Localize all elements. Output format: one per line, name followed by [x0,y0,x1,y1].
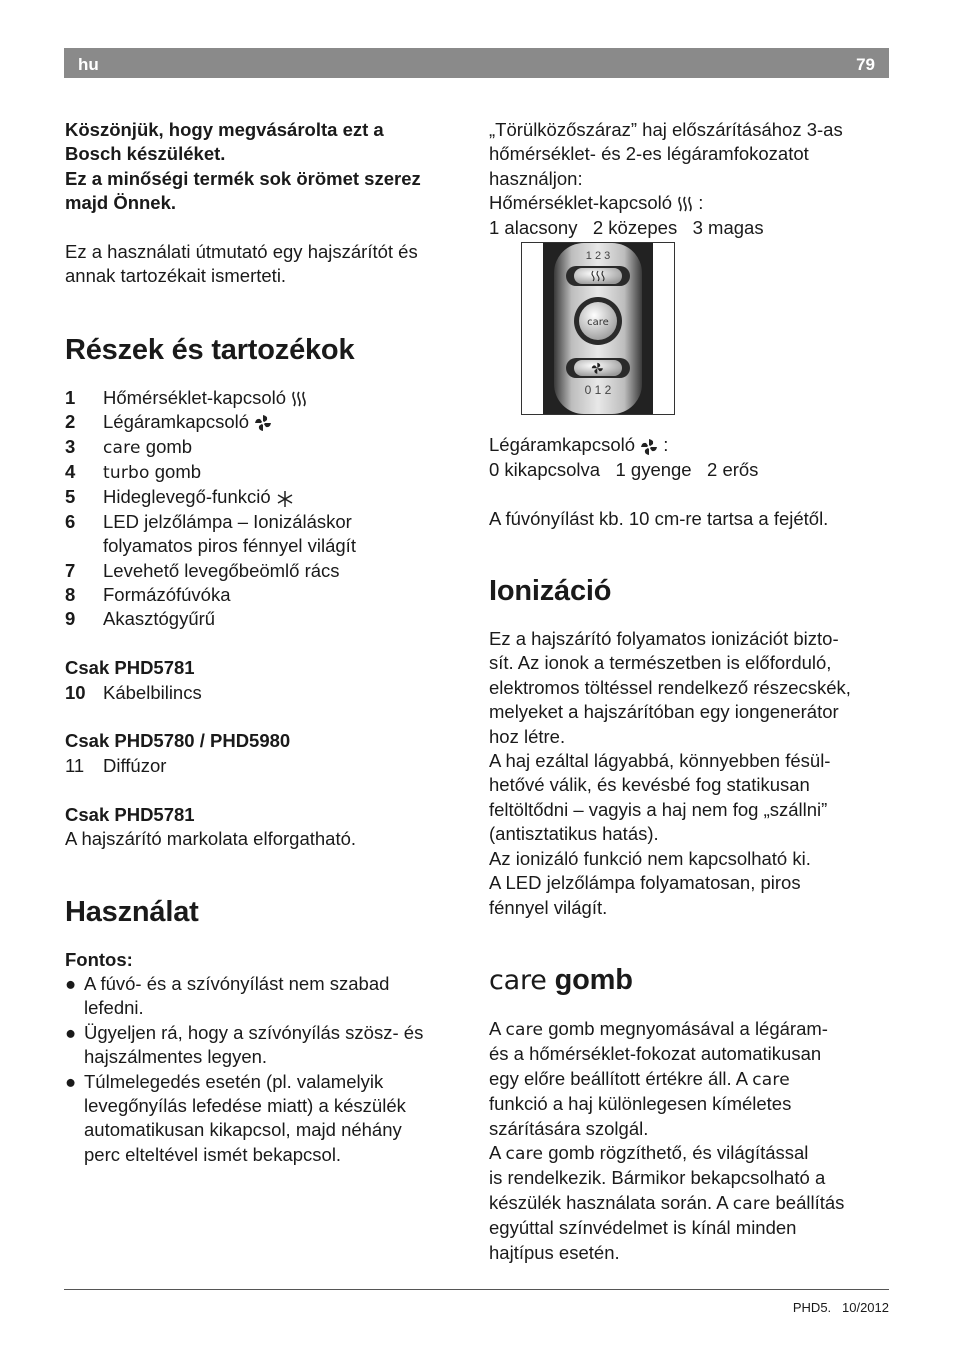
parts-list [65,386,465,632]
care-word: care [103,437,141,458]
paragraph-line: is rendelkezik. Bármikor bekapcsolható a [489,1167,826,1189]
list-item [65,681,465,705]
fan-icon [640,438,658,456]
bullet-text: A fúvó- és a szívónyílást nem szabad [84,972,390,994]
intro-bold-line: Ez a minőségi termék sok örömet szerez [65,167,421,189]
item-text: Levehető levegőbeömlő rács [103,559,340,581]
bullet-item: ● A fúvó- és a szívónyílást nem szabad lefedni. [65,972,390,1019]
item-text: Hideglevegő-funkció [103,486,271,508]
item-number: 11 [65,754,85,776]
list-item [65,386,465,410]
footer-divider [64,1289,889,1290]
list-item [65,510,465,559]
item-text: Kábelbilincs [103,681,202,703]
list-item [65,607,465,631]
heat-icon [291,390,307,408]
item-text: gomb [149,461,202,483]
care-text [489,1017,889,1265]
heat-icon [677,195,693,213]
paragraph-line: fénnyel világít. [489,896,608,918]
page-header [64,48,889,78]
bullet-item: ● Túlmelegedés esetén (pl. valamelyik levegőnyílás lefedése miatt) a készülék automatikusan kikapcsol, majd néhány perc elteltével ismét bekapcsol. [65,1070,406,1165]
paragraph-line: A care gomb rögzíthető, és világítással [489,1141,809,1164]
item-text: Légáramkapcsoló [103,411,250,433]
usage-heading: Használat [65,895,199,928]
model-note-heading: Csak PHD5781 [65,657,195,679]
item-text: folyamatos piros fénnyel világít [103,535,356,557]
bullet-text: hajszálmentes legyen. [84,1046,268,1068]
pre-line: „Törülközőszáraz” haj előszárításához 3-as [489,119,843,140]
important-label: Fontos: [65,948,133,970]
intro-bold [65,118,465,216]
paragraph-line: hajtípus esetén. [489,1241,620,1263]
model-note-heading: Csak PHD5781 [65,803,195,825]
list-item [65,559,465,583]
heat-levels: 1 alacsony 2 közepes 3 magas [489,216,764,238]
paragraph-line: feltöltődni – vagyis a haj nem fog „szállni” [489,798,828,820]
item-number: 2 [65,411,76,433]
care-button-label: care [587,317,609,329]
paragraph-line: egyúttal színvédelmet is kínál minden [489,1217,797,1239]
list-item [65,460,465,485]
item-number: 4 [65,461,76,483]
paragraph-line: egy előre beállított értékre áll. A care [489,1067,790,1090]
item-text: Formázófúvóka [103,584,231,606]
intro-line: annak tartozékait ismerteti. [65,265,287,287]
fan-icon [254,414,272,432]
paragraph-line: A care gomb megnyomásával a légáram- [489,1017,828,1040]
intro-bold-line: majd Önnek. [65,192,177,214]
parts-heading: Részek és tartozékok [65,333,355,366]
item-number: 7 [65,559,76,581]
pre-line: használjon: [489,167,583,189]
intro-line: Ez a használati útmutató egy hajszárítót és [65,241,418,263]
ionization-heading: Ionizáció [489,575,612,608]
ionization-text [489,627,889,920]
fan-switch-label: Légáramkapcsoló : [489,434,669,456]
paragraph-line: Az ionizáló funkció nem kapcsolható ki. [489,847,811,869]
list-item [65,435,465,460]
right-column [489,118,889,1265]
page-number: 79 [856,55,875,74]
paragraph-line: elektromos töltéssel rendelkező részecskék, [489,676,851,698]
bullet-text: perc elteltével ismét bekapcsol. [84,1143,342,1165]
heat-scale: 1 2 3 [585,250,611,263]
list-item [65,583,465,607]
intro-bold-line: Köszönjük, hogy megvásárolta ezt a [65,119,384,140]
item-text: Diffúzor [103,754,167,776]
pre-line: hőmérséklet- és 2-es légáramfokozatot [489,143,809,165]
list-item [65,754,465,778]
bullet-text: Ügyeljen rá, hogy a szívónyílás szösz- és [84,1021,424,1043]
switch-panel-image [521,242,675,415]
item-number: 5 [65,486,76,508]
bullet-text: automatikusan kikapcsol, majd néhány [84,1119,402,1141]
heading-text: gomb [546,963,633,996]
fan-scale: 0 1 2 [584,383,612,398]
model-note-heading: Csak PHD5780 / PHD5980 [65,730,291,752]
bullet-item: ● Ügyeljen rá, hogy a szívónyílás szösz- és hajszálmentes legyen. [65,1021,424,1068]
paragraph-line: és a hőmérséklet-fokozat automatikusan [489,1043,822,1065]
bullet-text: levegőnyílás lefedése miatt) a készülék [84,1094,406,1116]
paragraph-line: melyeket a hajszárítóban egy iongenerátor [489,701,839,723]
bullet-text: lefedni. [84,997,144,1019]
item-number: 8 [65,584,76,606]
item-text: gomb [140,435,193,457]
care-heading [489,962,889,999]
paragraph-line: A LED jelzőlámpa folyamatosan, piros [489,872,801,894]
item-text: LED jelzőlámpa – Ionizáláskor [103,510,352,532]
snowflake-icon [276,490,294,508]
turbo-word: turbo [103,463,150,484]
item-number: 10 [65,681,86,703]
item-text: Hőmérséklet-kapcsoló [103,386,287,408]
list-item [65,485,465,509]
item-number: 9 [65,608,76,630]
paragraph-line: Ez a hajszárító folyamatos ionizációt bizto- [489,628,839,650]
heat-switch-label: Hőmérséklet-kapcsoló : [489,192,704,214]
paragraph-line: sít. Az ionok a természetben is előforduló, [489,652,832,674]
footer-text: PHD5. 10/2012 [792,1300,889,1315]
paragraph-line: hetővé válik, és kevésbé fog statikusan [489,774,810,796]
left-column [65,118,465,1167]
paragraph-line: szárítására szolgál. [489,1117,649,1139]
distance-note: A fúvónyílást kb. 10 cm-re tartsa a fejétől. [489,507,829,529]
paragraph-line: készülék használata során. A care beállítás [489,1191,845,1214]
paragraph-line: (antisztatikus hatás). [489,823,659,845]
model-note-text: A hajszárító markolata elforgatható. [65,828,357,850]
paragraph-line: funkció a haj különlegesen kíméletes [489,1093,792,1115]
intro-bold-line: Bosch készüléket. [65,143,226,165]
bullet-text: Túlmelegedés esetén (pl. valamelyik [84,1070,384,1092]
paragraph-line: A haj ezáltal lágyabbá, könnyebben fésül- [489,750,831,772]
paragraph-line: hoz létre. [489,725,566,747]
item-number: 6 [65,510,76,532]
item-number: 1 [65,386,76,408]
item-text: Akasztógyűrű [103,608,216,630]
fan-levels: 0 kikapcsolva 1 gyenge 2 erős [489,458,759,480]
item-number: 3 [65,435,76,457]
care-word: care [489,964,547,996]
language-code: hu [78,55,99,74]
list-item [65,410,465,434]
